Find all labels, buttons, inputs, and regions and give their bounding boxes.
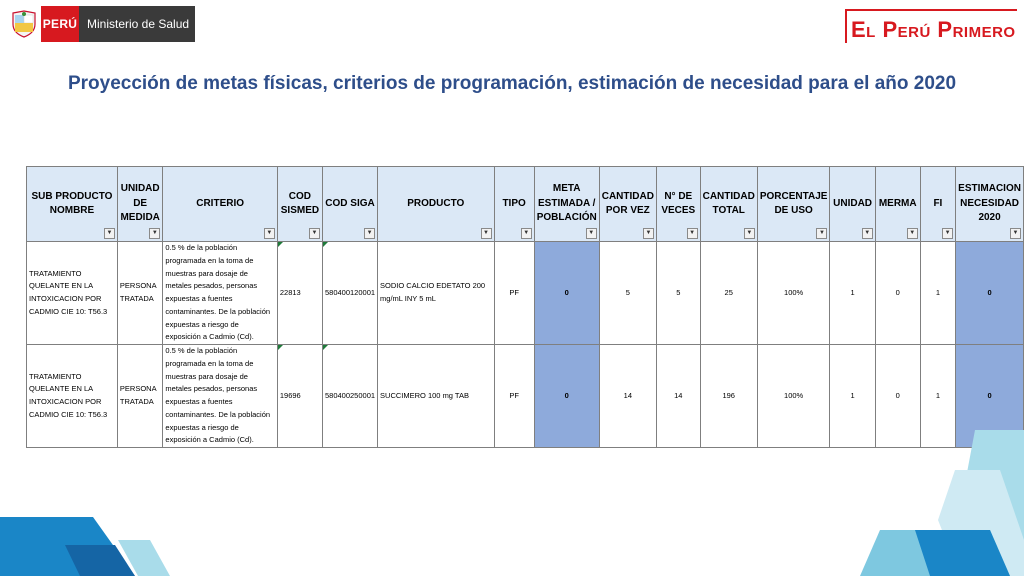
cell-unidad-medida: PERSONA TRATADA <box>117 345 162 448</box>
data-table <box>26 166 1024 448</box>
cell-meta: 0 <box>534 242 599 345</box>
filter-dropdown-icon[interactable]: ▼ <box>481 228 492 239</box>
cell-criterio: 0.5 % de la población programada en la toma de muestras para dosaje de metales pesados, personas expuestas a fuentes contaminantes. De la población expuestas a riesgo de exposición a Cadmio (Cd). <box>163 345 277 448</box>
col-header: UNIDAD ▼ <box>830 167 875 242</box>
brand-text: El Perú Primero <box>851 17 1016 42</box>
cell-veces: 5 <box>656 242 700 345</box>
col-header: COD SISMED ▼ <box>277 167 322 242</box>
cell-meta: 0 <box>534 345 599 448</box>
cell-merma: 0 <box>875 242 920 345</box>
cell-estimacion: 0 <box>956 242 1024 345</box>
col-header: ESTIMACION NECESIDAD 2020 ▼ <box>956 167 1024 242</box>
filter-dropdown-icon[interactable]: ▼ <box>104 228 115 239</box>
filter-dropdown-icon[interactable]: ▼ <box>521 228 532 239</box>
filter-dropdown-icon[interactable]: ▼ <box>942 228 953 239</box>
cell-unidad: 1 <box>830 345 875 448</box>
filter-dropdown-icon[interactable]: ▼ <box>309 228 320 239</box>
table-header-row <box>27 167 1024 242</box>
filter-dropdown-icon[interactable]: ▼ <box>862 228 873 239</box>
col-header: CANTIDAD POR VEZ ▼ <box>599 167 656 242</box>
cell-unidad-medida: PERSONA TRATADA <box>117 242 162 345</box>
cell-tipo: PF <box>494 242 534 345</box>
col-header: PORCENTAJE DE USO ▼ <box>757 167 830 242</box>
col-header: CANTIDAD TOTAL ▼ <box>700 167 757 242</box>
decor-bottom-left <box>0 500 200 576</box>
decor-bottom-right <box>860 430 1024 576</box>
cell-merma: 0 <box>875 345 920 448</box>
cell-porcentaje: 100% <box>757 242 830 345</box>
cell-cantidad-vez: 14 <box>599 345 656 448</box>
cell-sub-producto: TRATAMIENTO QUELANTE EN LA INTOXICACION POR CADMIO CIE 10: T56.3 <box>27 345 118 448</box>
cell-cod-sismed: 19696 <box>277 345 322 448</box>
cell-cantidad-vez: 5 <box>599 242 656 345</box>
filter-dropdown-icon[interactable]: ▼ <box>744 228 755 239</box>
cell-sub-producto: TRATAMIENTO QUELANTE EN LA INTOXICACION POR CADMIO CIE 10: T56.3 <box>27 242 118 345</box>
cell-veces: 14 <box>656 345 700 448</box>
cell-fi: 1 <box>920 345 955 448</box>
col-header: COD SIGA ▼ <box>322 167 377 242</box>
cell-porcentaje: 100% <box>757 345 830 448</box>
coat-of-arms-icon <box>7 6 41 42</box>
filter-dropdown-icon[interactable]: ▼ <box>816 228 827 239</box>
col-header: MERMA ▼ <box>875 167 920 242</box>
cell-producto: SODIO CALCIO EDETATO 200 mg/mL INY 5 mL <box>378 242 494 345</box>
col-header: META ESTIMADA / POBLACIÓN ▼ <box>534 167 599 242</box>
col-header: TIPO ▼ <box>494 167 534 242</box>
table-row <box>27 242 1024 345</box>
filter-dropdown-icon[interactable]: ▼ <box>586 228 597 239</box>
col-header: FI ▼ <box>920 167 955 242</box>
cell-estimacion: 0 <box>956 345 1024 448</box>
filter-dropdown-icon[interactable]: ▼ <box>149 228 160 239</box>
col-header: UNIDAD DE MEDIDA ▼ <box>117 167 162 242</box>
brand-logo <box>845 9 1019 44</box>
cell-producto: SUCCIMERO 100 mg TAB <box>378 345 494 448</box>
col-header: SUB PRODUCTO NOMBRE ▼ <box>27 167 118 242</box>
filter-dropdown-icon[interactable]: ▼ <box>907 228 918 239</box>
page-title: Proyección de metas físicas, criterios de programación, estimación de necesidad para el año 2020 <box>67 73 957 94</box>
cell-fi: 1 <box>920 242 955 345</box>
cell-cod-siga: 580400250001 <box>322 345 377 448</box>
filter-dropdown-icon[interactable]: ▼ <box>364 228 375 239</box>
filter-dropdown-icon[interactable]: ▼ <box>1010 228 1021 239</box>
cell-cod-siga: 580400120001 <box>322 242 377 345</box>
col-header: CRITERIO ▼ <box>163 167 277 242</box>
ministerio-label: Ministerio de Salud <box>87 17 190 31</box>
filter-dropdown-icon[interactable]: ▼ <box>643 228 654 239</box>
cell-cantidad-total: 196 <box>700 345 757 448</box>
cell-cantidad-total: 25 <box>700 242 757 345</box>
peru-label: PERÚ <box>41 6 79 42</box>
cell-cod-sismed: 22813 <box>277 242 322 345</box>
ministry-badge <box>7 6 195 42</box>
filter-dropdown-icon[interactable]: ▼ <box>264 228 275 239</box>
col-header: N° DE VECES ▼ <box>656 167 700 242</box>
cell-unidad: 1 <box>830 242 875 345</box>
cell-criterio: 0.5 % de la población programada en la toma de muestras para dosaje de metales pesados, personas expuestas a fuentes contaminantes. De la población expuestas a riesgo de exposición a Cadmio (Cd). <box>163 242 277 345</box>
filter-dropdown-icon[interactable]: ▼ <box>687 228 698 239</box>
col-header: PRODUCTO ▼ <box>378 167 494 242</box>
cell-tipo: PF <box>494 345 534 448</box>
